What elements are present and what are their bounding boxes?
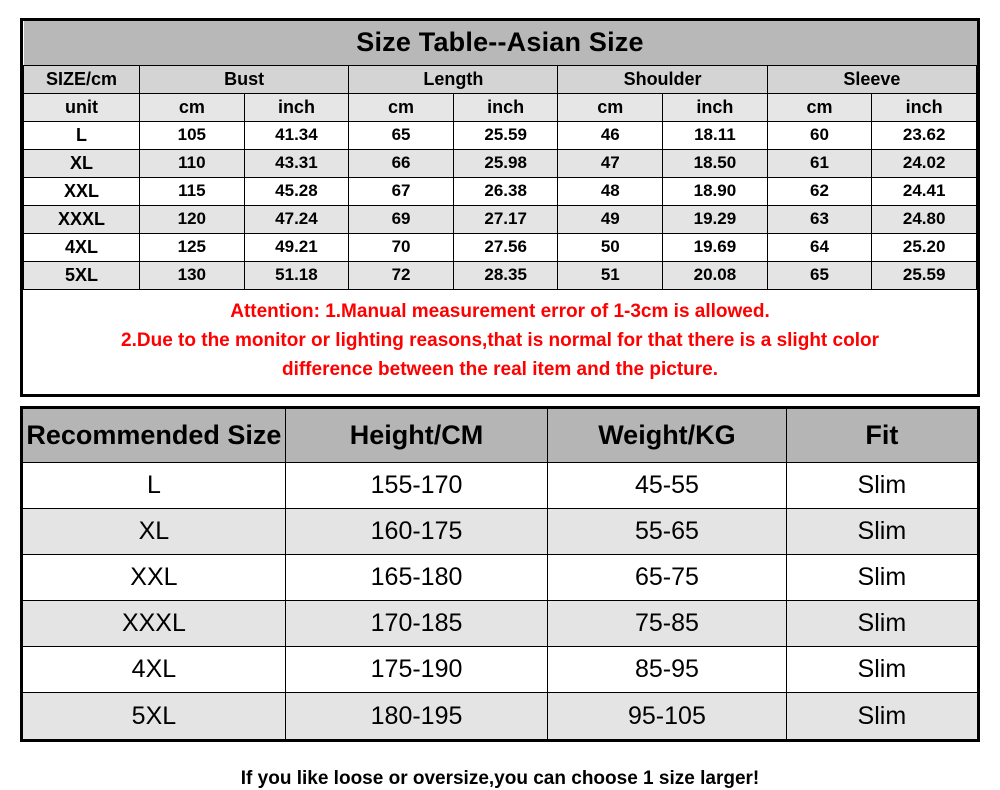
group-bust: Bust: [140, 65, 349, 93]
cell: 65: [349, 121, 454, 149]
unit-shoulder-inch: inch: [663, 93, 768, 121]
row-size: XL: [23, 509, 285, 555]
cell: 67: [349, 177, 454, 205]
table-row: [23, 463, 977, 509]
row-size: L: [24, 121, 140, 149]
cell: 115: [140, 177, 245, 205]
table-row: [24, 233, 977, 261]
row-size: 4XL: [23, 647, 285, 693]
row-height: 170-185: [285, 601, 547, 647]
cell: 24.41: [872, 177, 977, 205]
row-fit: Slim: [786, 555, 977, 601]
cell: 64: [767, 233, 872, 261]
cell: 69: [349, 205, 454, 233]
cell: 46: [558, 121, 663, 149]
row-size: 5XL: [24, 261, 140, 289]
header-recommended-size: Recommended Size: [23, 409, 285, 463]
row-weight: 45-55: [548, 463, 787, 509]
recommended-table-header: [23, 409, 977, 463]
row-fit: Slim: [786, 463, 977, 509]
row-size: L: [23, 463, 285, 509]
unit-label: unit: [24, 93, 140, 121]
cell: 63: [767, 205, 872, 233]
cell: 47.24: [244, 205, 349, 233]
cell: 27.17: [453, 205, 558, 233]
attention-line-2: 2.Due to the monitor or lighting reasons,that is normal for that there is a slight color: [121, 329, 879, 351]
cell: 24.02: [872, 149, 977, 177]
table-row: [23, 509, 977, 555]
table-row: [23, 555, 977, 601]
cell: 26.38: [453, 177, 558, 205]
row-size: XL: [24, 149, 140, 177]
row-weight: 75-85: [548, 601, 787, 647]
cell: 125: [140, 233, 245, 261]
table-row: [24, 261, 977, 289]
size-table-container: [20, 18, 980, 397]
unit-sleeve-inch: inch: [872, 93, 977, 121]
cell: 50: [558, 233, 663, 261]
unit-bust-cm: cm: [140, 93, 245, 121]
table-row: [24, 177, 977, 205]
unit-length-inch: inch: [453, 93, 558, 121]
cell: 49.21: [244, 233, 349, 261]
footnote: If you like loose or oversize,you can choose 1 size larger!: [240, 767, 760, 789]
row-height: 180-195: [285, 693, 547, 739]
unit-length-cm: cm: [349, 93, 454, 121]
cell: 70: [349, 233, 454, 261]
cell: 19.69: [663, 233, 768, 261]
header-weight: Weight/KG: [548, 409, 787, 463]
cell: 47: [558, 149, 663, 177]
cell: 20.08: [663, 261, 768, 289]
size-table-title: Size Table--Asian Size: [24, 21, 977, 65]
row-size: XXL: [23, 555, 285, 601]
attention-line-1: Attention: 1.Manual measurement error of 1-3cm is allowed.: [230, 300, 770, 322]
cell: 28.35: [453, 261, 558, 289]
cell: 105: [140, 121, 245, 149]
cell: 18.50: [663, 149, 768, 177]
cell: 43.31: [244, 149, 349, 177]
unit-shoulder-cm: cm: [558, 93, 663, 121]
cell: 25.59: [453, 121, 558, 149]
table-row: [23, 601, 977, 647]
attention-note-row: [24, 289, 977, 394]
row-size: XXL: [24, 177, 140, 205]
size-table-group-header: [24, 65, 977, 93]
row-size: 5XL: [23, 693, 285, 739]
cell: 65: [767, 261, 872, 289]
row-height: 155-170: [285, 463, 547, 509]
cell: 45.28: [244, 177, 349, 205]
cell: 41.34: [244, 121, 349, 149]
cell: 48: [558, 177, 663, 205]
size-table-title-row: [24, 21, 977, 65]
table-row: [24, 149, 977, 177]
group-length: Length: [349, 65, 558, 93]
group-shoulder: Shoulder: [558, 65, 767, 93]
row-fit: Slim: [786, 509, 977, 555]
cell: 60: [767, 121, 872, 149]
attention-note: [24, 289, 977, 394]
row-height: 160-175: [285, 509, 547, 555]
row-fit: Slim: [786, 693, 977, 739]
row-weight: 65-75: [548, 555, 787, 601]
row-weight: 85-95: [548, 647, 787, 693]
cell: 19.29: [663, 205, 768, 233]
cell: 51: [558, 261, 663, 289]
cell: 25.59: [872, 261, 977, 289]
cell: 18.90: [663, 177, 768, 205]
cell: 120: [140, 205, 245, 233]
row-weight: 95-105: [548, 693, 787, 739]
row-size: XXXL: [24, 205, 140, 233]
row-size: XXXL: [23, 601, 285, 647]
row-size: 4XL: [24, 233, 140, 261]
row-height: 175-190: [285, 647, 547, 693]
cell: 110: [140, 149, 245, 177]
cell: 27.56: [453, 233, 558, 261]
recommended-size-table-container: [20, 406, 980, 742]
cell: 23.62: [872, 121, 977, 149]
table-row: [23, 647, 977, 693]
cell: 24.80: [872, 205, 977, 233]
cell: 51.18: [244, 261, 349, 289]
header-height: Height/CM: [285, 409, 547, 463]
attention-line-3: difference between the real item and the picture.: [281, 359, 719, 381]
row-weight: 55-65: [548, 509, 787, 555]
row-fit: Slim: [786, 647, 977, 693]
unit-sleeve-cm: cm: [767, 93, 872, 121]
row-fit: Slim: [786, 601, 977, 647]
size-table-unit-row: [24, 93, 977, 121]
cell: 130: [140, 261, 245, 289]
cell: 18.11: [663, 121, 768, 149]
recommended-size-table: [23, 409, 977, 739]
header-fit: Fit: [786, 409, 977, 463]
cell: 62: [767, 177, 872, 205]
row-height: 165-180: [285, 555, 547, 601]
unit-bust-inch: inch: [244, 93, 349, 121]
size-unit-header: SIZE/cm: [24, 65, 140, 93]
cell: 49: [558, 205, 663, 233]
cell: 25.98: [453, 149, 558, 177]
group-sleeve: Sleeve: [767, 65, 976, 93]
size-table: [23, 21, 977, 394]
cell: 72: [349, 261, 454, 289]
table-row: [23, 693, 977, 739]
table-row: [24, 205, 977, 233]
cell: 61: [767, 149, 872, 177]
table-row: [24, 121, 977, 149]
cell: 25.20: [872, 233, 977, 261]
cell: 66: [349, 149, 454, 177]
